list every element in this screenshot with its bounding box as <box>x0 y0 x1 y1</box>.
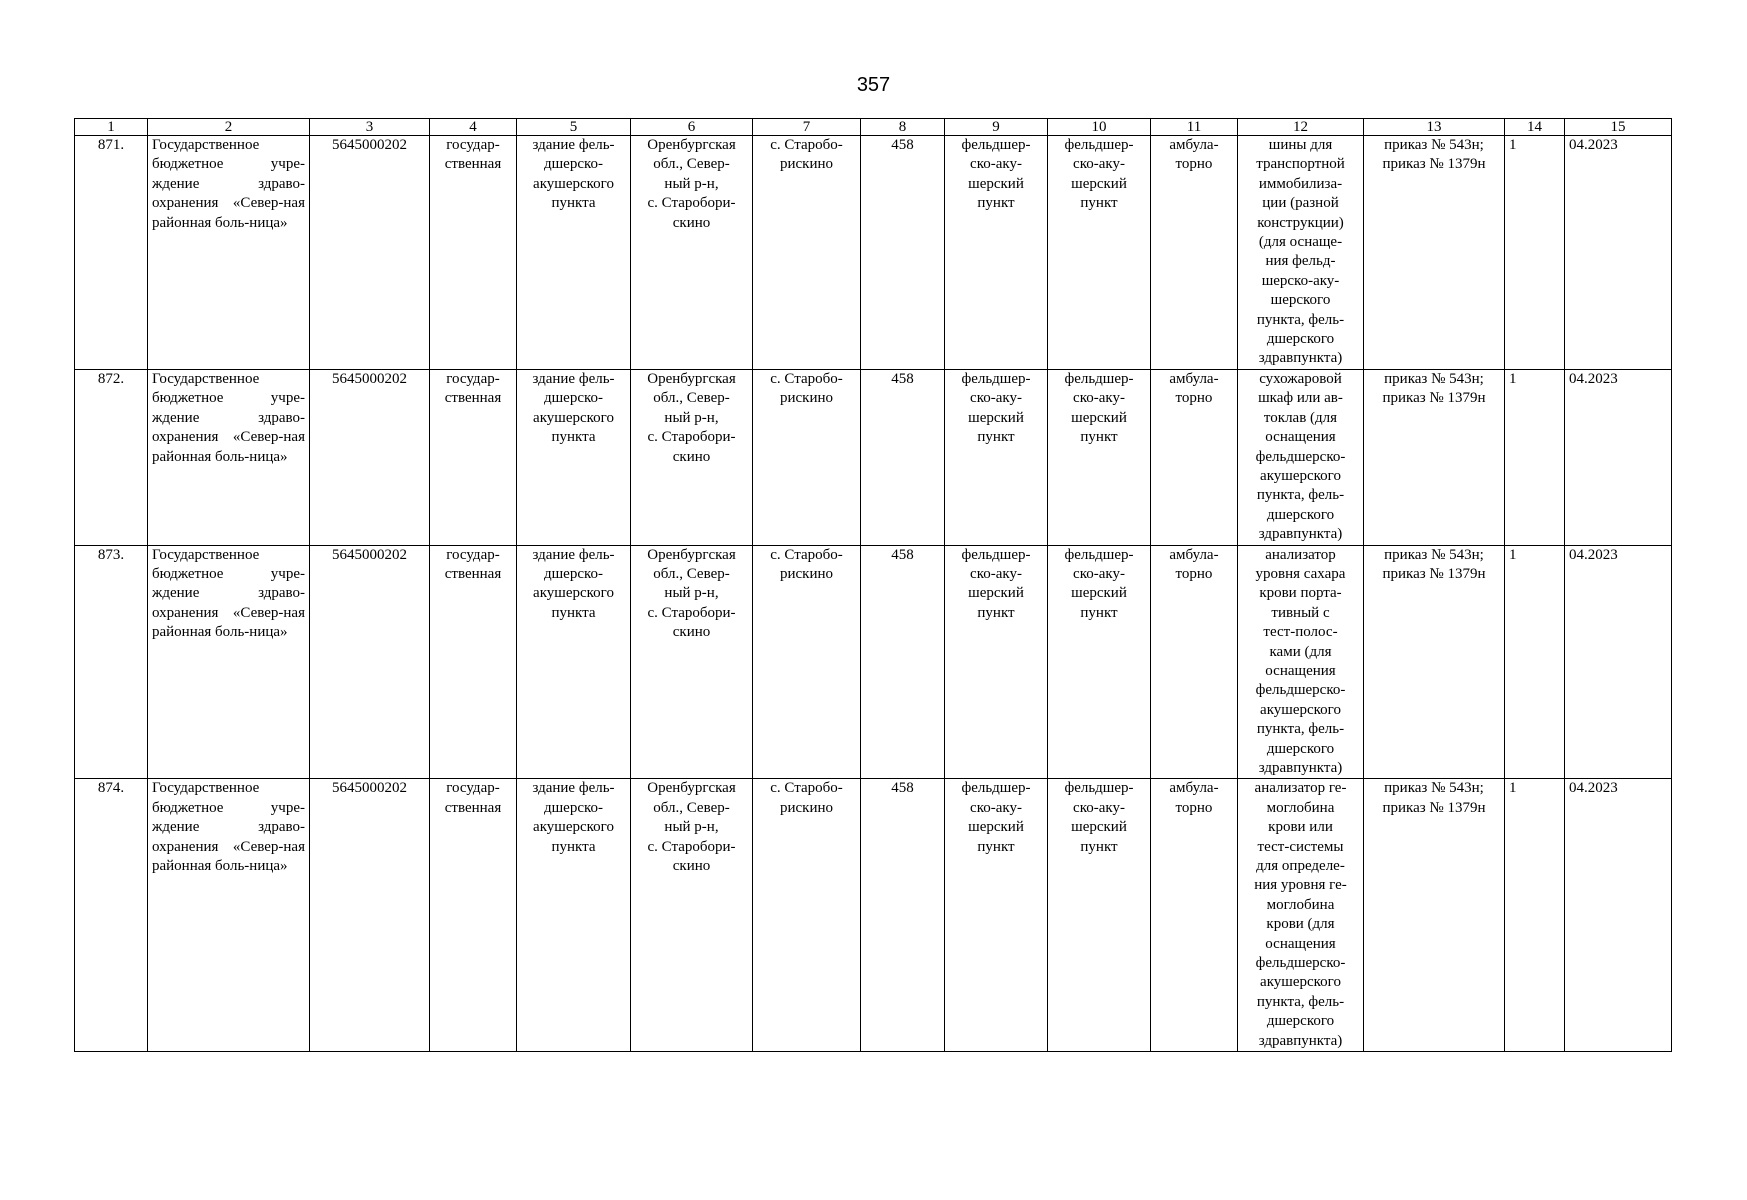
table-row <box>75 369 1672 545</box>
quantity-value: 1 <box>1505 545 1565 779</box>
inn-value: 5645000202 <box>310 369 430 545</box>
locality: с. Старобо- рискино <box>753 779 861 1052</box>
date-value: 04.2023 <box>1565 369 1672 545</box>
column-header: 2 <box>148 119 310 136</box>
row-number: 872. <box>75 369 148 545</box>
column-header: 11 <box>1151 119 1238 136</box>
organization-name: Государственное бюджетное учре-ждение здраво-охранения «Север-ная районная боль-ница» <box>148 369 310 545</box>
care-mode: амбула- торно <box>1151 369 1238 545</box>
table-row <box>75 545 1672 779</box>
facility-type: фельдшер- ско-аку- шерский пункт <box>945 779 1048 1052</box>
column-header: 1 <box>75 119 148 136</box>
equipment-table <box>74 118 1672 1052</box>
count-value: 458 <box>861 136 945 370</box>
date-value: 04.2023 <box>1565 545 1672 779</box>
order-reference: приказ № 543н; приказ № 1379н <box>1364 136 1505 370</box>
ownership-form: государ- ственная <box>430 779 517 1052</box>
column-header: 7 <box>753 119 861 136</box>
order-reference: приказ № 543н; приказ № 1379н <box>1364 779 1505 1052</box>
building-name: здание фель- дшерско- акушерского пункта <box>517 136 631 370</box>
locality: с. Старобо- рискино <box>753 136 861 370</box>
column-header: 15 <box>1565 119 1672 136</box>
equipment-name: шины для транспортной иммобилиза- ции (разной конструкции) (для оснаще- ния фельд- шерско-аку- шерского пункта, фель- дшерского здравпункта) <box>1238 136 1364 370</box>
row-number: 871. <box>75 136 148 370</box>
subdivision: фельдшер- ско-аку- шерский пункт <box>1048 136 1151 370</box>
building-name: здание фель- дшерско- акушерского пункта <box>517 545 631 779</box>
table-row <box>75 136 1672 370</box>
count-value: 458 <box>861 369 945 545</box>
organization-name: Государственное бюджетное учре-ждение здраво-охранения «Север-ная районная боль-ница» <box>148 136 310 370</box>
care-mode: амбула- торно <box>1151 545 1238 779</box>
equipment-name: анализатор уровня сахара крови порта- тивный с тест-полос- ками (для оснащения фельдшерско- акушерского пункта, фель- дшерского здравпункта) <box>1238 545 1364 779</box>
column-header: 6 <box>631 119 753 136</box>
ownership-form: государ- ственная <box>430 369 517 545</box>
quantity-value: 1 <box>1505 136 1565 370</box>
column-header: 4 <box>430 119 517 136</box>
column-header: 14 <box>1505 119 1565 136</box>
address: Оренбургская обл., Север- ный р-н, с. Старобори- скино <box>631 369 753 545</box>
building-name: здание фель- дшерско- акушерского пункта <box>517 369 631 545</box>
table-row <box>75 779 1672 1052</box>
column-header: 5 <box>517 119 631 136</box>
column-header: 10 <box>1048 119 1151 136</box>
quantity-value: 1 <box>1505 779 1565 1052</box>
quantity-value: 1 <box>1505 369 1565 545</box>
locality: с. Старобо- рискино <box>753 545 861 779</box>
inn-value: 5645000202 <box>310 545 430 779</box>
page-number: 357 <box>856 74 891 96</box>
inn-value: 5645000202 <box>310 136 430 370</box>
organization-name: Государственное бюджетное учре-ждение здраво-охранения «Север-ная районная боль-ница» <box>148 545 310 779</box>
count-value: 458 <box>861 545 945 779</box>
address: Оренбургская обл., Север- ный р-н, с. Старобори- скино <box>631 545 753 779</box>
facility-type: фельдшер- ско-аку- шерский пункт <box>945 369 1048 545</box>
row-number: 873. <box>75 545 148 779</box>
row-number: 874. <box>75 779 148 1052</box>
order-reference: приказ № 543н; приказ № 1379н <box>1364 545 1505 779</box>
date-value: 04.2023 <box>1565 779 1672 1052</box>
locality: с. Старобо- рискино <box>753 369 861 545</box>
column-header: 8 <box>861 119 945 136</box>
order-reference: приказ № 543н; приказ № 1379н <box>1364 369 1505 545</box>
column-header: 3 <box>310 119 430 136</box>
date-value: 04.2023 <box>1565 136 1672 370</box>
ownership-form: государ- ственная <box>430 136 517 370</box>
ownership-form: государ- ственная <box>430 545 517 779</box>
subdivision: фельдшер- ско-аку- шерский пункт <box>1048 369 1151 545</box>
column-header: 12 <box>1238 119 1364 136</box>
inn-value: 5645000202 <box>310 779 430 1052</box>
subdivision: фельдшер- ско-аку- шерский пункт <box>1048 779 1151 1052</box>
organization-name: Государственное бюджетное учре-ждение здраво-охранения «Север-ная районная боль-ница» <box>148 779 310 1052</box>
column-header: 13 <box>1364 119 1505 136</box>
building-name: здание фель- дшерско- акушерского пункта <box>517 779 631 1052</box>
address: Оренбургская обл., Север- ный р-н, с. Старобори- скино <box>631 136 753 370</box>
facility-type: фельдшер- ско-аку- шерский пункт <box>945 545 1048 779</box>
subdivision: фельдшер- ско-аку- шерский пункт <box>1048 545 1151 779</box>
equipment-name: сухожаровой шкаф или ав- токлав (для оснащения фельдшерско- акушерского пункта, фель- дшерского здравпункта) <box>1238 369 1364 545</box>
care-mode: амбула- торно <box>1151 136 1238 370</box>
column-number-row <box>75 119 1672 136</box>
care-mode: амбула- торно <box>1151 779 1238 1052</box>
column-header: 9 <box>945 119 1048 136</box>
equipment-name: анализатор ге- моглобина крови или тест-системы для определе- ния уровня ге- моглобина крови (для оснащения фельдшерско- акушерского пункта, фель- дшерского здравпункта) <box>1238 779 1364 1052</box>
facility-type: фельдшер- ско-аку- шерский пункт <box>945 136 1048 370</box>
address: Оренбургская обл., Север- ный р-н, с. Старобори- скино <box>631 779 753 1052</box>
count-value: 458 <box>861 779 945 1052</box>
